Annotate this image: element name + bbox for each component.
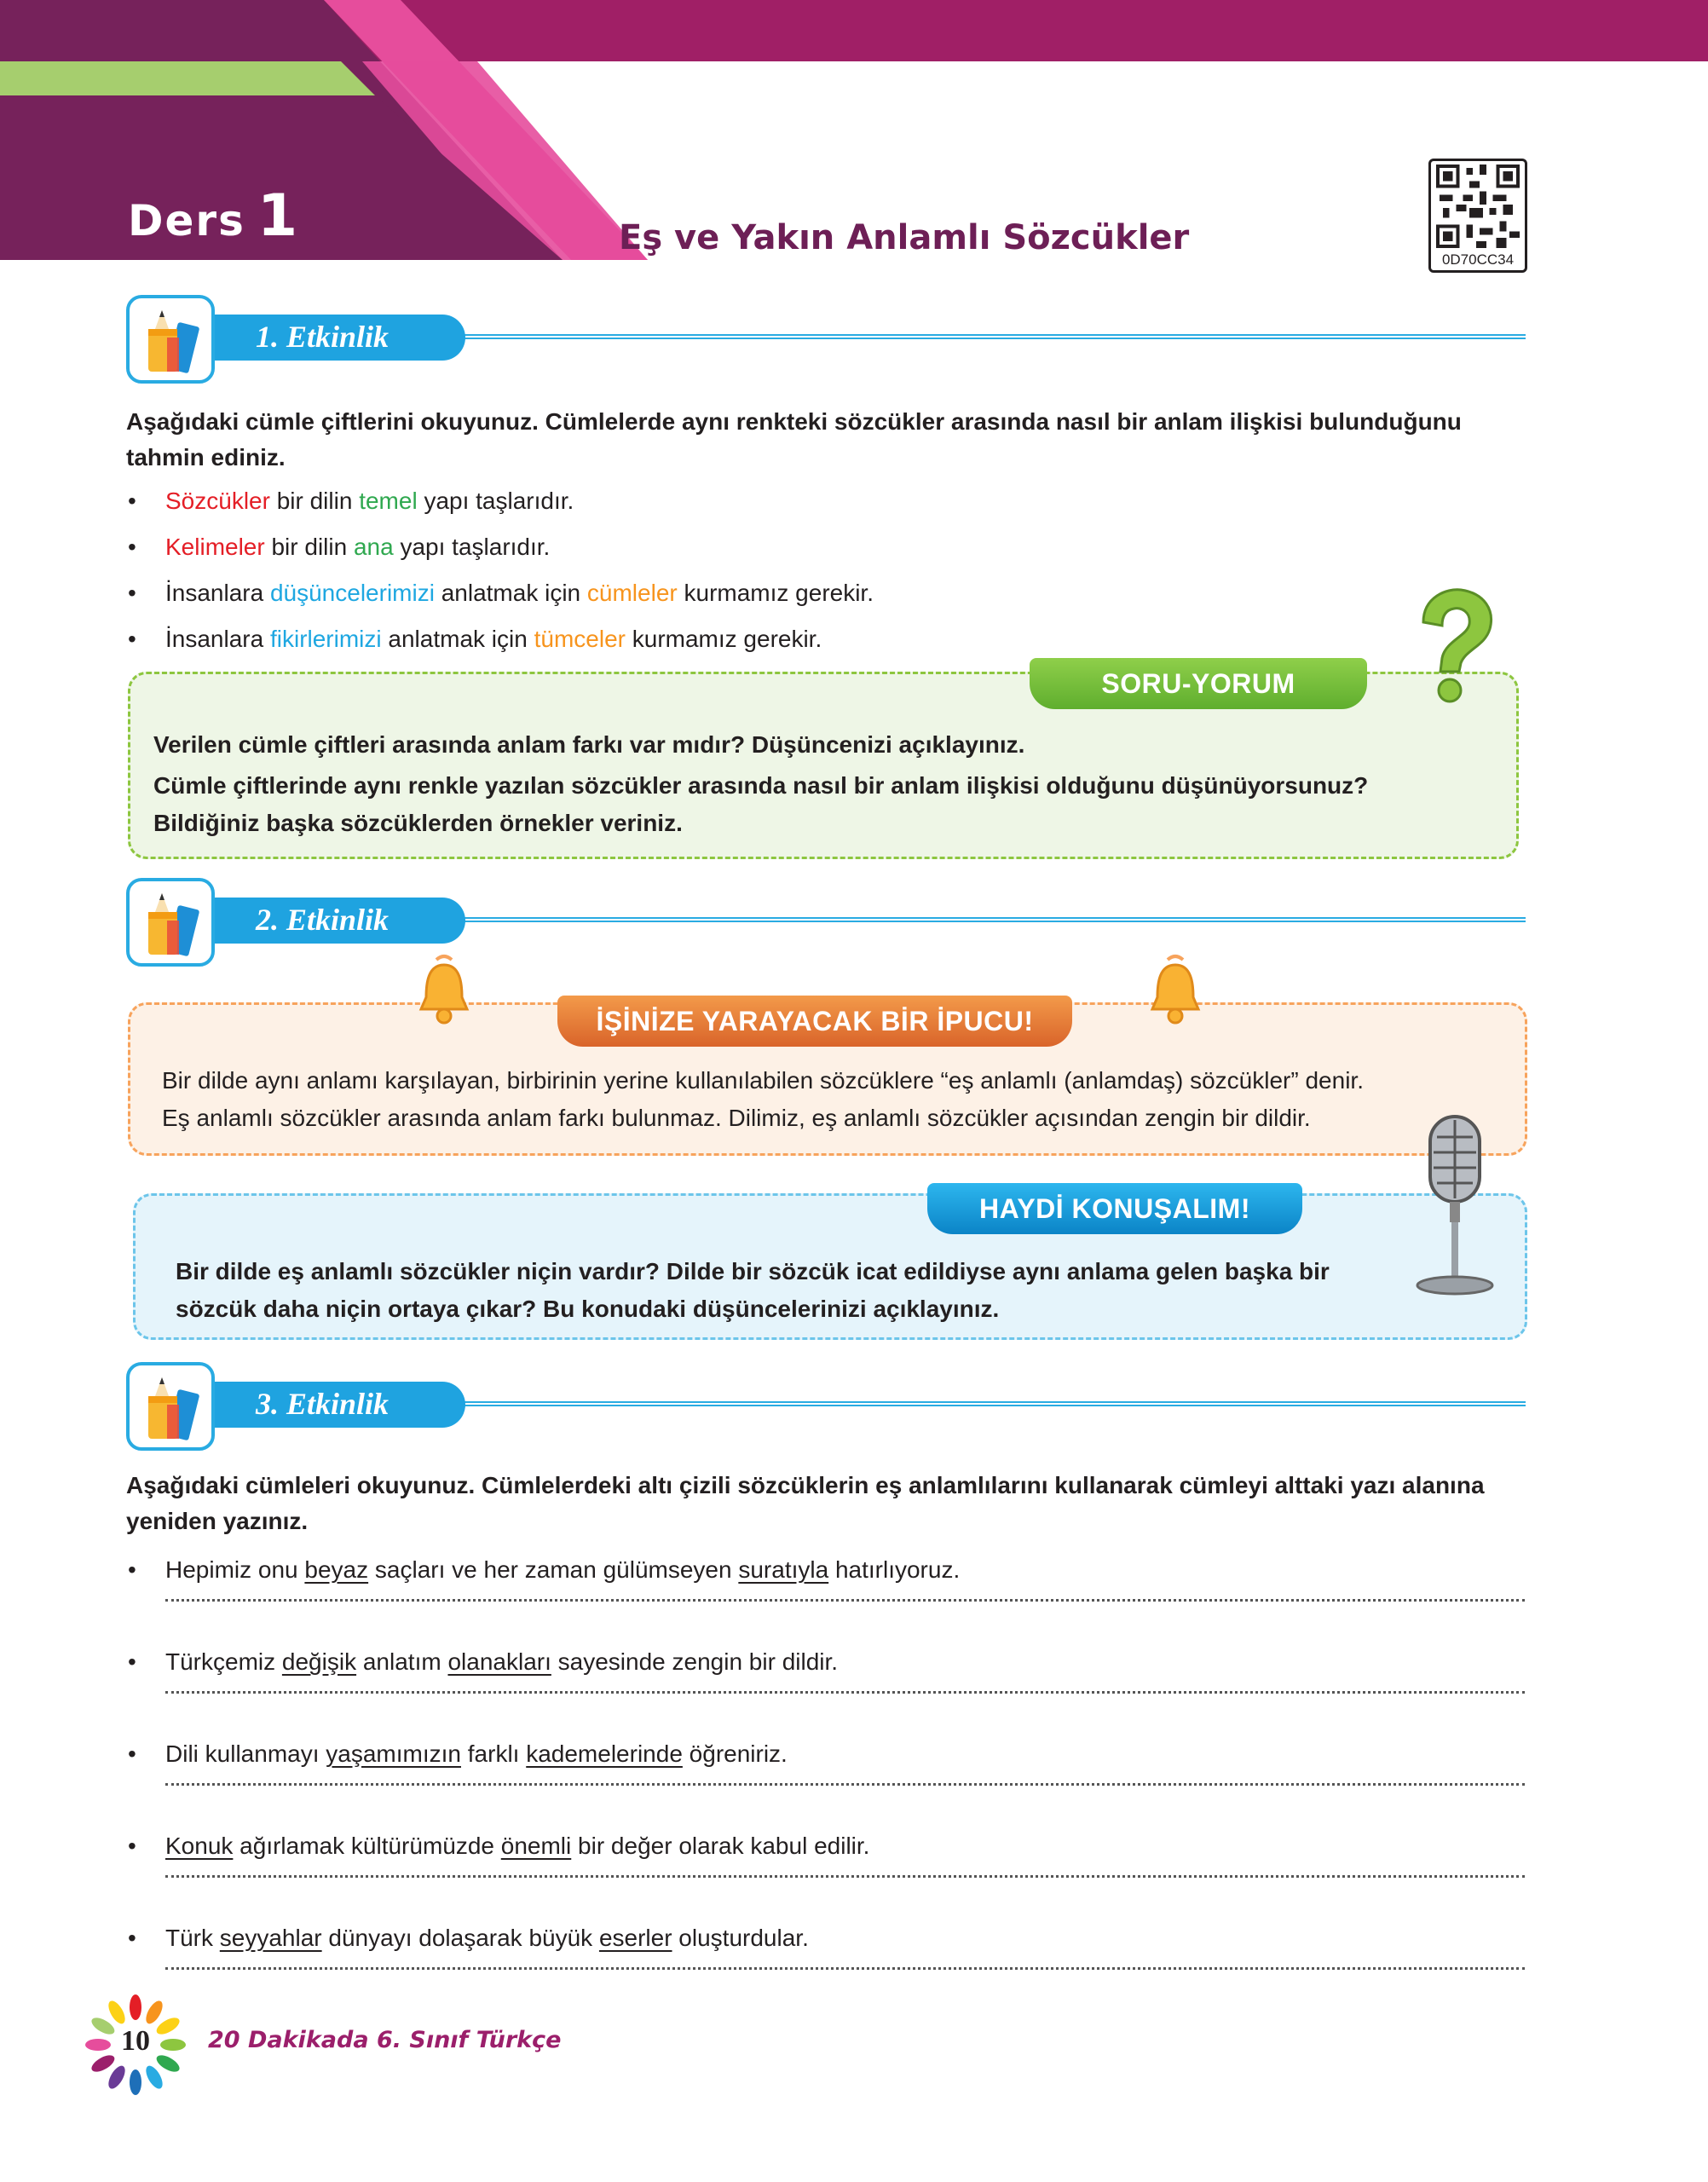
activity-3-header — [126, 1362, 1526, 1451]
konusalim-line-1: Bir dilde eş anlamlı sözcükler niçin vardır? Dilde bir sözcük icat edildiyse aynı anlama gelen başka bir — [176, 1258, 1330, 1284]
answer-line[interactable] — [165, 1599, 1525, 1602]
lesson-label: Ders 1 — [128, 182, 300, 250]
list-item: • Dili kullanmayı yaşamımızın farklı kademelerinde öğreniriz. — [126, 1740, 1526, 1833]
activity-3-list — [126, 1556, 1526, 2017]
pencil-book-icon — [126, 1362, 215, 1451]
ipucu-line-1: Bir dilde aynı anlamı karşılayan, birbirinin yerine kullanılabilen sözcüklere “eş anlamlı (anlamdaş) sözcükler” denir. — [162, 1067, 1364, 1094]
activity-1-header — [126, 295, 1526, 384]
activity-rule — [450, 334, 1526, 339]
qr-code[interactable] — [1428, 159, 1527, 273]
list-item: • Türkçemiz değişik anlatım olanakları sayesinde zengin bir dildir. — [126, 1648, 1526, 1740]
list-item: • Sözcükler bir dilin temel yapı taşlarıdır. — [126, 488, 1526, 534]
answer-line[interactable] — [165, 1875, 1525, 1878]
pencil-book-icon — [126, 878, 215, 967]
activity-rule — [450, 917, 1526, 922]
answer-line[interactable] — [165, 1783, 1525, 1786]
ipucu-line-2: Eş anlamlı sözcükler arasında anlam farkı bulunmaz. Dilimiz, eş anlamlı sözcükler açısından zengin bir dildir. — [162, 1105, 1311, 1131]
soru-yorum-line-2: Cümle çiftlerinde aynı renkle yazılan sözcükler arasında nasıl bir anlam ilişkisi olduğunu düşünüyorsunuz? Bildiğiniz başka sözcüklerden örnekler veriniz. — [153, 772, 1369, 836]
answer-line[interactable] — [165, 1967, 1525, 1970]
konusalim-ribbon: HAYDİ KONUŞALIM! — [927, 1183, 1302, 1234]
qr-code-label: 0D70CC34 — [1441, 251, 1515, 268]
page-title: Eş ve Yakın Anlamlı Sözcükler — [619, 218, 1190, 257]
list-item: • İnsanlara düşüncelerimizi anlatmak için cümleler kurmamız gerekir. — [126, 580, 1526, 626]
activity-3-label: 3. Etkinlik — [256, 1387, 389, 1421]
question-mark-icon — [1406, 586, 1500, 706]
list-item: • Türk seyyahlar dünyayı dolaşarak büyük eserler oluşturdular. — [126, 1925, 1526, 2017]
ipucu-ribbon: İŞİNİZE YARAYACAK BİR İPUCU! — [557, 996, 1072, 1047]
answer-line[interactable] — [165, 1691, 1525, 1694]
soru-yorum-ribbon: SORU-YORUM — [1030, 658, 1367, 709]
list-item: • Konuk ağırlamak kültürümüzde önemli bir değer olarak kabul edilir. — [126, 1833, 1526, 1925]
list-item: • Hepimiz onu beyaz saçları ve her zaman gülümseyen suratıyla hatırlıyoruz. — [126, 1556, 1526, 1648]
page-number: 10 — [121, 2025, 150, 2057]
activity-1-list — [126, 488, 1526, 672]
activity-1-instruction: Aşağıdaki cümle çiftlerini okuyunuz. Cümlelerde aynı renkteki sözcükler arasında nasıl bir anlam ilişkisi bulunduğunu tahmin ediniz. — [126, 408, 1462, 470]
activity-1-label: 1. Etkinlik — [256, 320, 389, 354]
activity-3-instruction: Aşağıdaki cümleleri okuyunuz. Cümlelerdeki altı çizili sözcüklerin eş anlamlılarını kullanarak cümleyi alttaki yazı alanına yeniden yazınız. — [126, 1472, 1485, 1534]
bell-icon — [1147, 953, 1203, 1026]
activity-2-header — [126, 878, 1526, 967]
soru-yorum-line-1: Verilen cümle çiftleri arasında anlam farkı var mıdır? Düşüncenizi açıklayınız. — [153, 731, 1025, 758]
list-item: • Kelimeler bir dilin ana yapı taşlarıdır. — [126, 534, 1526, 580]
qr-code-icon — [1436, 165, 1520, 248]
pencil-book-icon — [126, 295, 215, 384]
bell-icon — [416, 953, 472, 1026]
book-title: 20 Dakikada 6. Sınıf Türkçe — [208, 2027, 562, 2053]
konusalim-line-2: sözcük daha niçin ortaya çıkar? Bu konudaki düşüncelerinizi açıklayınız. — [176, 1296, 1000, 1322]
list-item: • İnsanlara fikirlerimizi anlatmak için tümceler kurmamız gerekir. — [126, 626, 1526, 672]
microphone-icon — [1408, 1111, 1502, 1299]
activity-2-label: 2. Etkinlik — [256, 903, 389, 937]
activity-rule — [450, 1401, 1526, 1406]
